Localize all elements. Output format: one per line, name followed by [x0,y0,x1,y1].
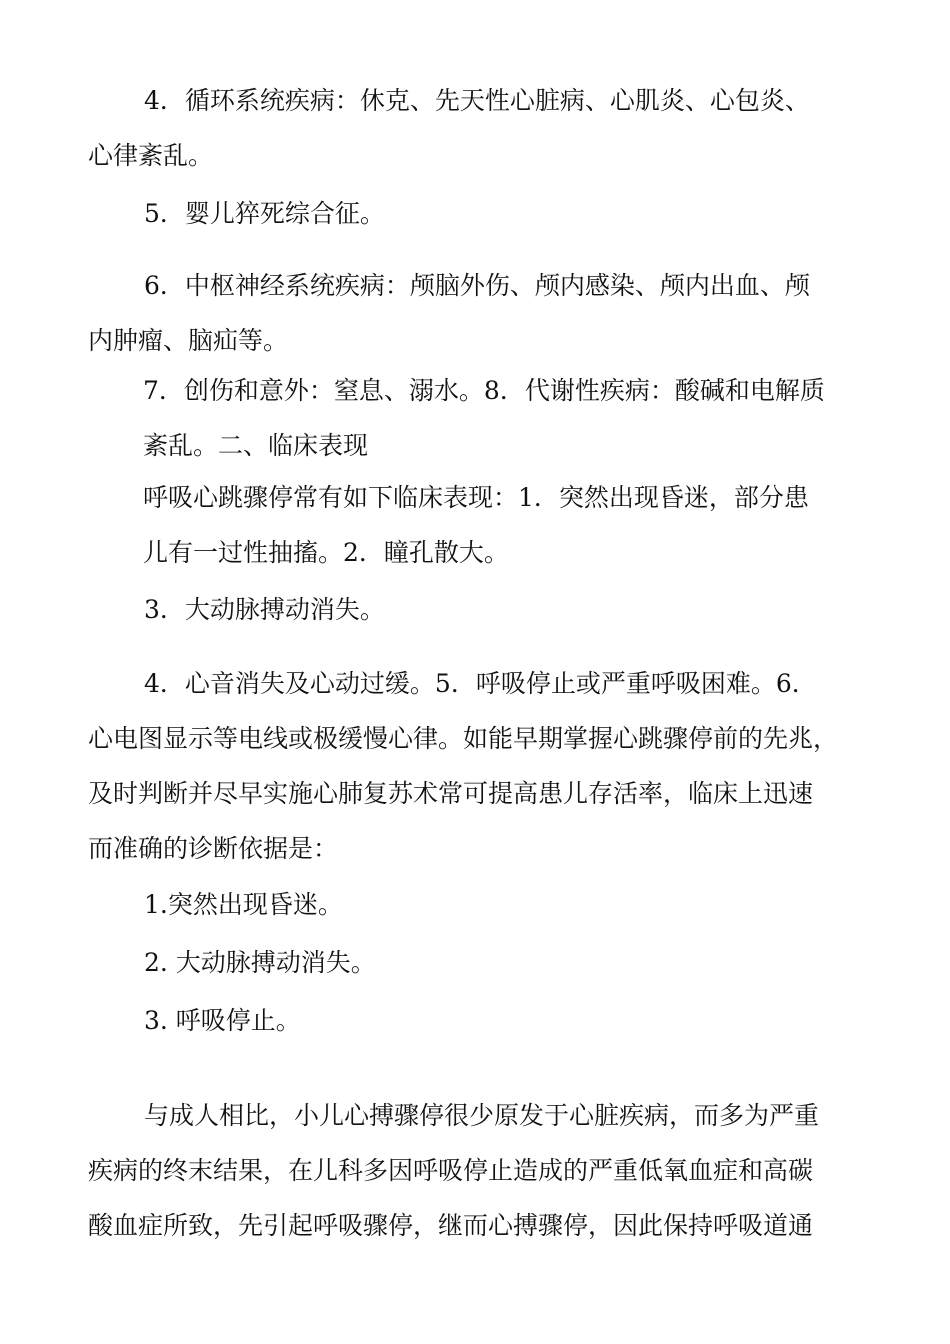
text-line: 3．大动脉搏动消失。 [144,595,385,624]
list-item-breathing [88,993,878,1048]
list-item-coma [88,877,878,932]
text-line: 及时判断并尽早实施心肺复苏术常可提高患儿存活率，临床上迅速 [88,779,814,808]
text-line: 与成人相比，小儿心搏骤停很少原发于心脏疾病，而多为严重 [144,1101,820,1130]
text-line: 内肿瘤、脑疝等。 [88,326,289,355]
paragraph-sids [88,186,878,241]
text-line: 7．创伤和意外：窒息、溺水。8．代谢性疾病：酸碱和电解质 [143,376,825,405]
text-line: 呼吸心跳骤停常有如下临床表现：1．突然出现昏迷，部分患 [143,483,809,512]
text-line: 3. 呼吸停止。 [144,1006,301,1035]
text-line: 心律紊乱。 [88,141,214,170]
text-line: 4．循环系统疾病：休克、先天性心脏病、心肌炎、心包炎、 [144,86,810,115]
text-line: 而准确的诊断依据是： [88,834,339,863]
text-line: 1.突然出现昏迷。 [144,890,343,919]
text-line: 疾病的终末结果，在儿科多因呼吸停止造成的严重低氧血症和高碳 [88,1156,814,1185]
text-line: 儿有一过性抽搐。2．瞳孔散大。 [143,538,509,567]
paragraph-pulse-absent [88,582,878,637]
text-line: 紊乱。二、临床表现 [143,431,369,460]
text-line: 5．婴儿猝死综合征。 [144,199,385,228]
paragraph-clinical-manifestations [143,470,883,580]
text-line: 4．心音消失及心动过缓。5．呼吸停止或严重呼吸困难。6． [144,669,817,698]
text-line: 心电图显示等电线或极缓慢心律。如能早期掌握心跳骤停前的先兆， [88,724,839,753]
paragraph-diagnosis-basis [88,656,878,876]
text-line: 2. 大动脉搏动消失。 [144,948,376,977]
list-item-pulse [88,935,878,990]
paragraph-trauma-metabolic [143,363,883,473]
text-line: 酸血症所致，先引起呼吸骤停，继而心搏骤停，因此保持呼吸道通 [88,1211,814,1240]
paragraph-circulatory-diseases [88,73,878,183]
text-line: 6．中枢神经系统疾病：颅脑外伤、颅内感染、颅内出血、颅 [144,271,810,300]
paragraph-comparison-adults [88,1088,878,1253]
paragraph-cns-diseases [88,258,878,368]
